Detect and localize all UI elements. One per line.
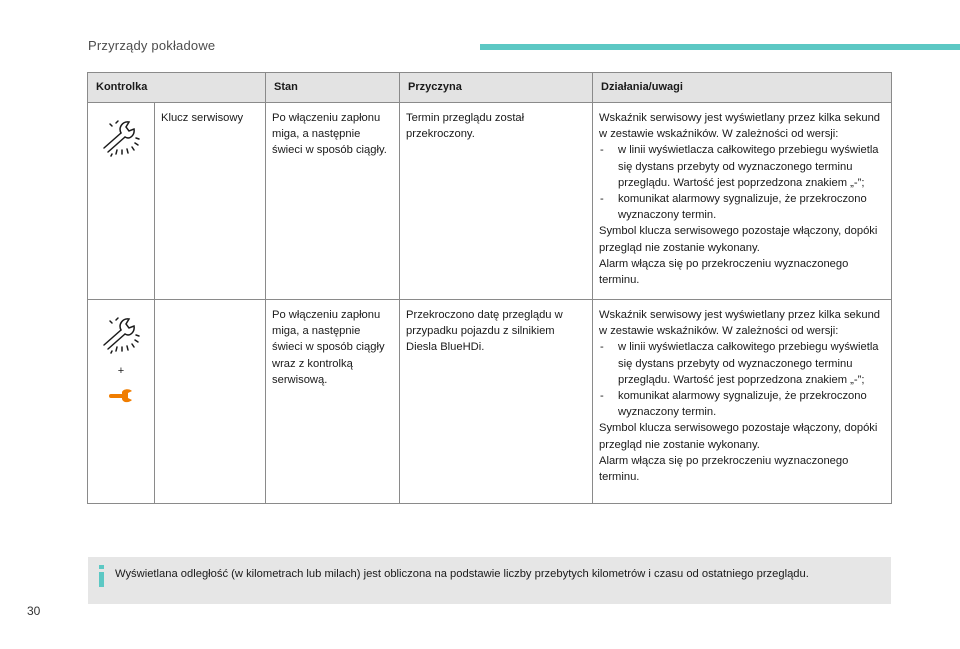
cause-cell: Przekroczono datę przeglądu w przypadku pojazdu z silnikiem Diesla BlueHDi. [400, 300, 593, 504]
column-header-przyczyna: Przyczyna [400, 73, 593, 103]
action-intro: Wskaźnik serwisowy jest wyświetlany przez kilka sekund w zestawie wskaźników. W zależności od wersji: [599, 112, 881, 141]
list-item: - komunikat alarmowy sygnalizuje, że przekroczono wyznaczony termin. [599, 191, 883, 223]
page-number: 30 [27, 604, 41, 618]
lamp-name-cell: Klucz serwisowy [155, 103, 266, 300]
lamp-cell [88, 103, 155, 300]
action-note: Alarm włącza się po przekroczeniu wyznaczonego terminu. [599, 454, 849, 484]
info-box [88, 557, 891, 604]
header-accent-bar [480, 44, 960, 50]
column-header-dzialania: Działania/uwagi [593, 73, 892, 103]
service-wrench-warning-icon [99, 314, 143, 354]
column-header-stan: Stan [266, 73, 400, 103]
list-item: - w linii wyświetlacza całkowitego przebiegu wyświetla się dystans przebyty od wyznaczonego terminu przeglądu. Wartość jest poprzedzona znakiem „-”; [599, 142, 883, 191]
service-wrench-warning-icon [99, 117, 143, 157]
section-title: Przyrządy pokładowe [88, 38, 216, 53]
action-cell [593, 103, 892, 300]
lamp-cell [88, 300, 155, 504]
column-header-kontrolka: Kontrolka [88, 73, 266, 103]
info-text: Wyświetlana odległość (w kilometrach lub milach) jest obliczona na podstawie liczby przebytych kilometrów i czasu od ostatniego przeglądu. [115, 568, 809, 580]
state-cell: Po włączeniu zapłonu miga, a następnie świeci w sposób ciągły wraz z kontrolką serwisową. [266, 300, 400, 504]
lamp-name-cell [155, 300, 266, 504]
action-note: Alarm włącza się po przekroczeniu wyznaczonego terminu. [599, 257, 849, 287]
list-item: - komunikat alarmowy sygnalizuje, że przekroczono wyznaczony termin. [599, 388, 883, 420]
orange-wrench-icon [108, 389, 134, 403]
warning-lamp-table [87, 72, 892, 504]
table-header-row [88, 73, 892, 103]
table-row [88, 103, 892, 300]
list-item: - w linii wyświetlacza całkowitego przebiegu wyświetla się dystans przebyty od wyznaczonego terminu przeglądu. Wartość jest poprzedzona znakiem „-”; [599, 339, 883, 388]
table-row [88, 300, 892, 504]
info-icon [96, 565, 108, 587]
action-note: Symbol klucza serwisowego pozostaje włączony, dopóki przegląd nie zostanie wykonany. [599, 422, 878, 451]
action-cell [593, 300, 892, 504]
plus-sign: + [117, 365, 125, 378]
cause-cell: Termin przeglądu został przekroczony. [400, 103, 593, 300]
action-list [599, 339, 883, 420]
action-list [599, 142, 883, 223]
action-intro: Wskaźnik serwisowy jest wyświetlany przez kilka sekund w zestawie wskaźników. W zależności od wersji: [599, 309, 881, 338]
state-cell: Po włączeniu zapłonu miga, a następnie świeci w sposób ciągły. [266, 103, 400, 300]
action-note: Symbol klucza serwisowego pozostaje włączony, dopóki przegląd nie zostanie wykonany. [599, 225, 878, 254]
